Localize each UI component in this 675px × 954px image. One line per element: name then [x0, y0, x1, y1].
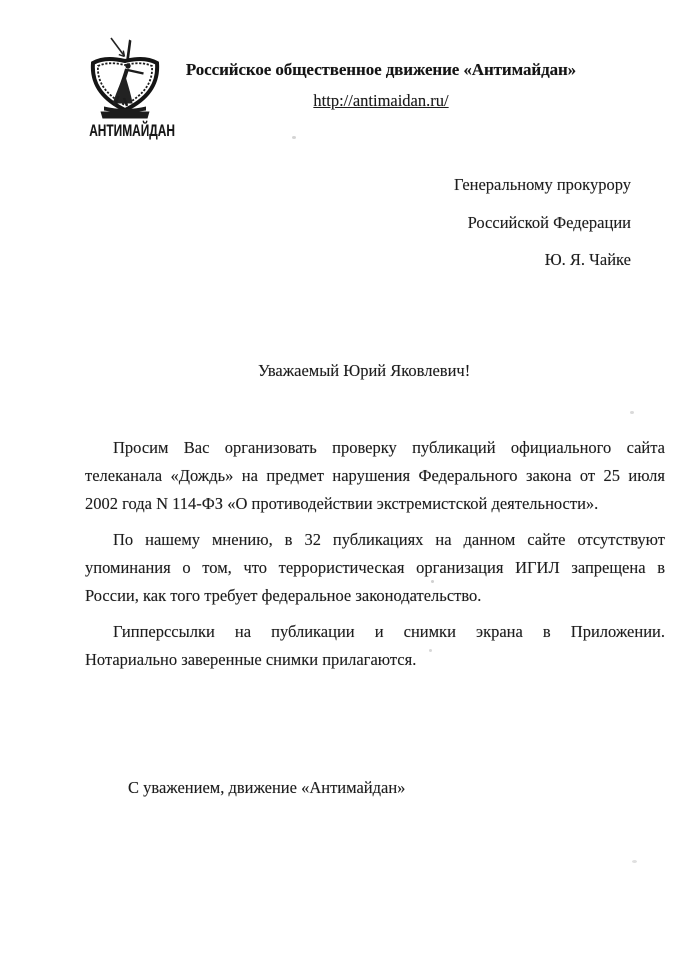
body-line: Нотариально заверенные снимки прилагаются. [85, 650, 417, 669]
addressee-line-1: Генеральному прокурору [454, 175, 631, 194]
paragraph [85, 618, 665, 674]
org-title: Российское общественное движение «Антимайдан» [185, 60, 577, 79]
paragraph [85, 434, 665, 518]
addressee-line-2: Российской Федерации [467, 212, 631, 232]
body-line: Просим Вас организовать проверку публикаций официального сайта [113, 438, 665, 457]
scan-speck [632, 860, 637, 863]
body-line: России, как того требует федеральное законодательство. [85, 586, 482, 605]
scan-speck [431, 580, 434, 583]
logo-label: АНТИМАЙДАН [89, 121, 175, 140]
body-line: упоминания о том, что террористическая организация ИГИЛ запрещена в [85, 558, 665, 577]
addressee-line-3: Ю. Я. Чайке [544, 250, 631, 269]
body-line: Гипперссылки на публикации и снимки экрана в Приложении. [113, 622, 665, 641]
body-line: По нашему мнению, в 32 публикациях на данном сайте отсутствуют [113, 530, 665, 549]
letterhead [176, 58, 586, 111]
paragraph [85, 526, 665, 610]
scan-speck [630, 411, 634, 414]
scan-speck [429, 649, 432, 652]
shield-statue-sword-icon [76, 36, 164, 120]
addressee-block [454, 166, 631, 279]
body-line: телеканала «Дождь» на предмет нарушения Федерального закона от 25 июля [85, 466, 665, 485]
closing-line: С уважением, движение «Антимайдан» [128, 778, 406, 797]
body-paragraphs [85, 434, 665, 674]
body-line: 2002 года N 114-ФЗ «О противодействии экстремистской деятельности». [85, 494, 599, 513]
salutation: Уважаемый Юрий Яковлевич! [258, 361, 471, 380]
org-logo [76, 36, 175, 140]
org-website-link: http://antimaidan.ru/ [313, 91, 449, 110]
scan-speck [292, 136, 296, 139]
